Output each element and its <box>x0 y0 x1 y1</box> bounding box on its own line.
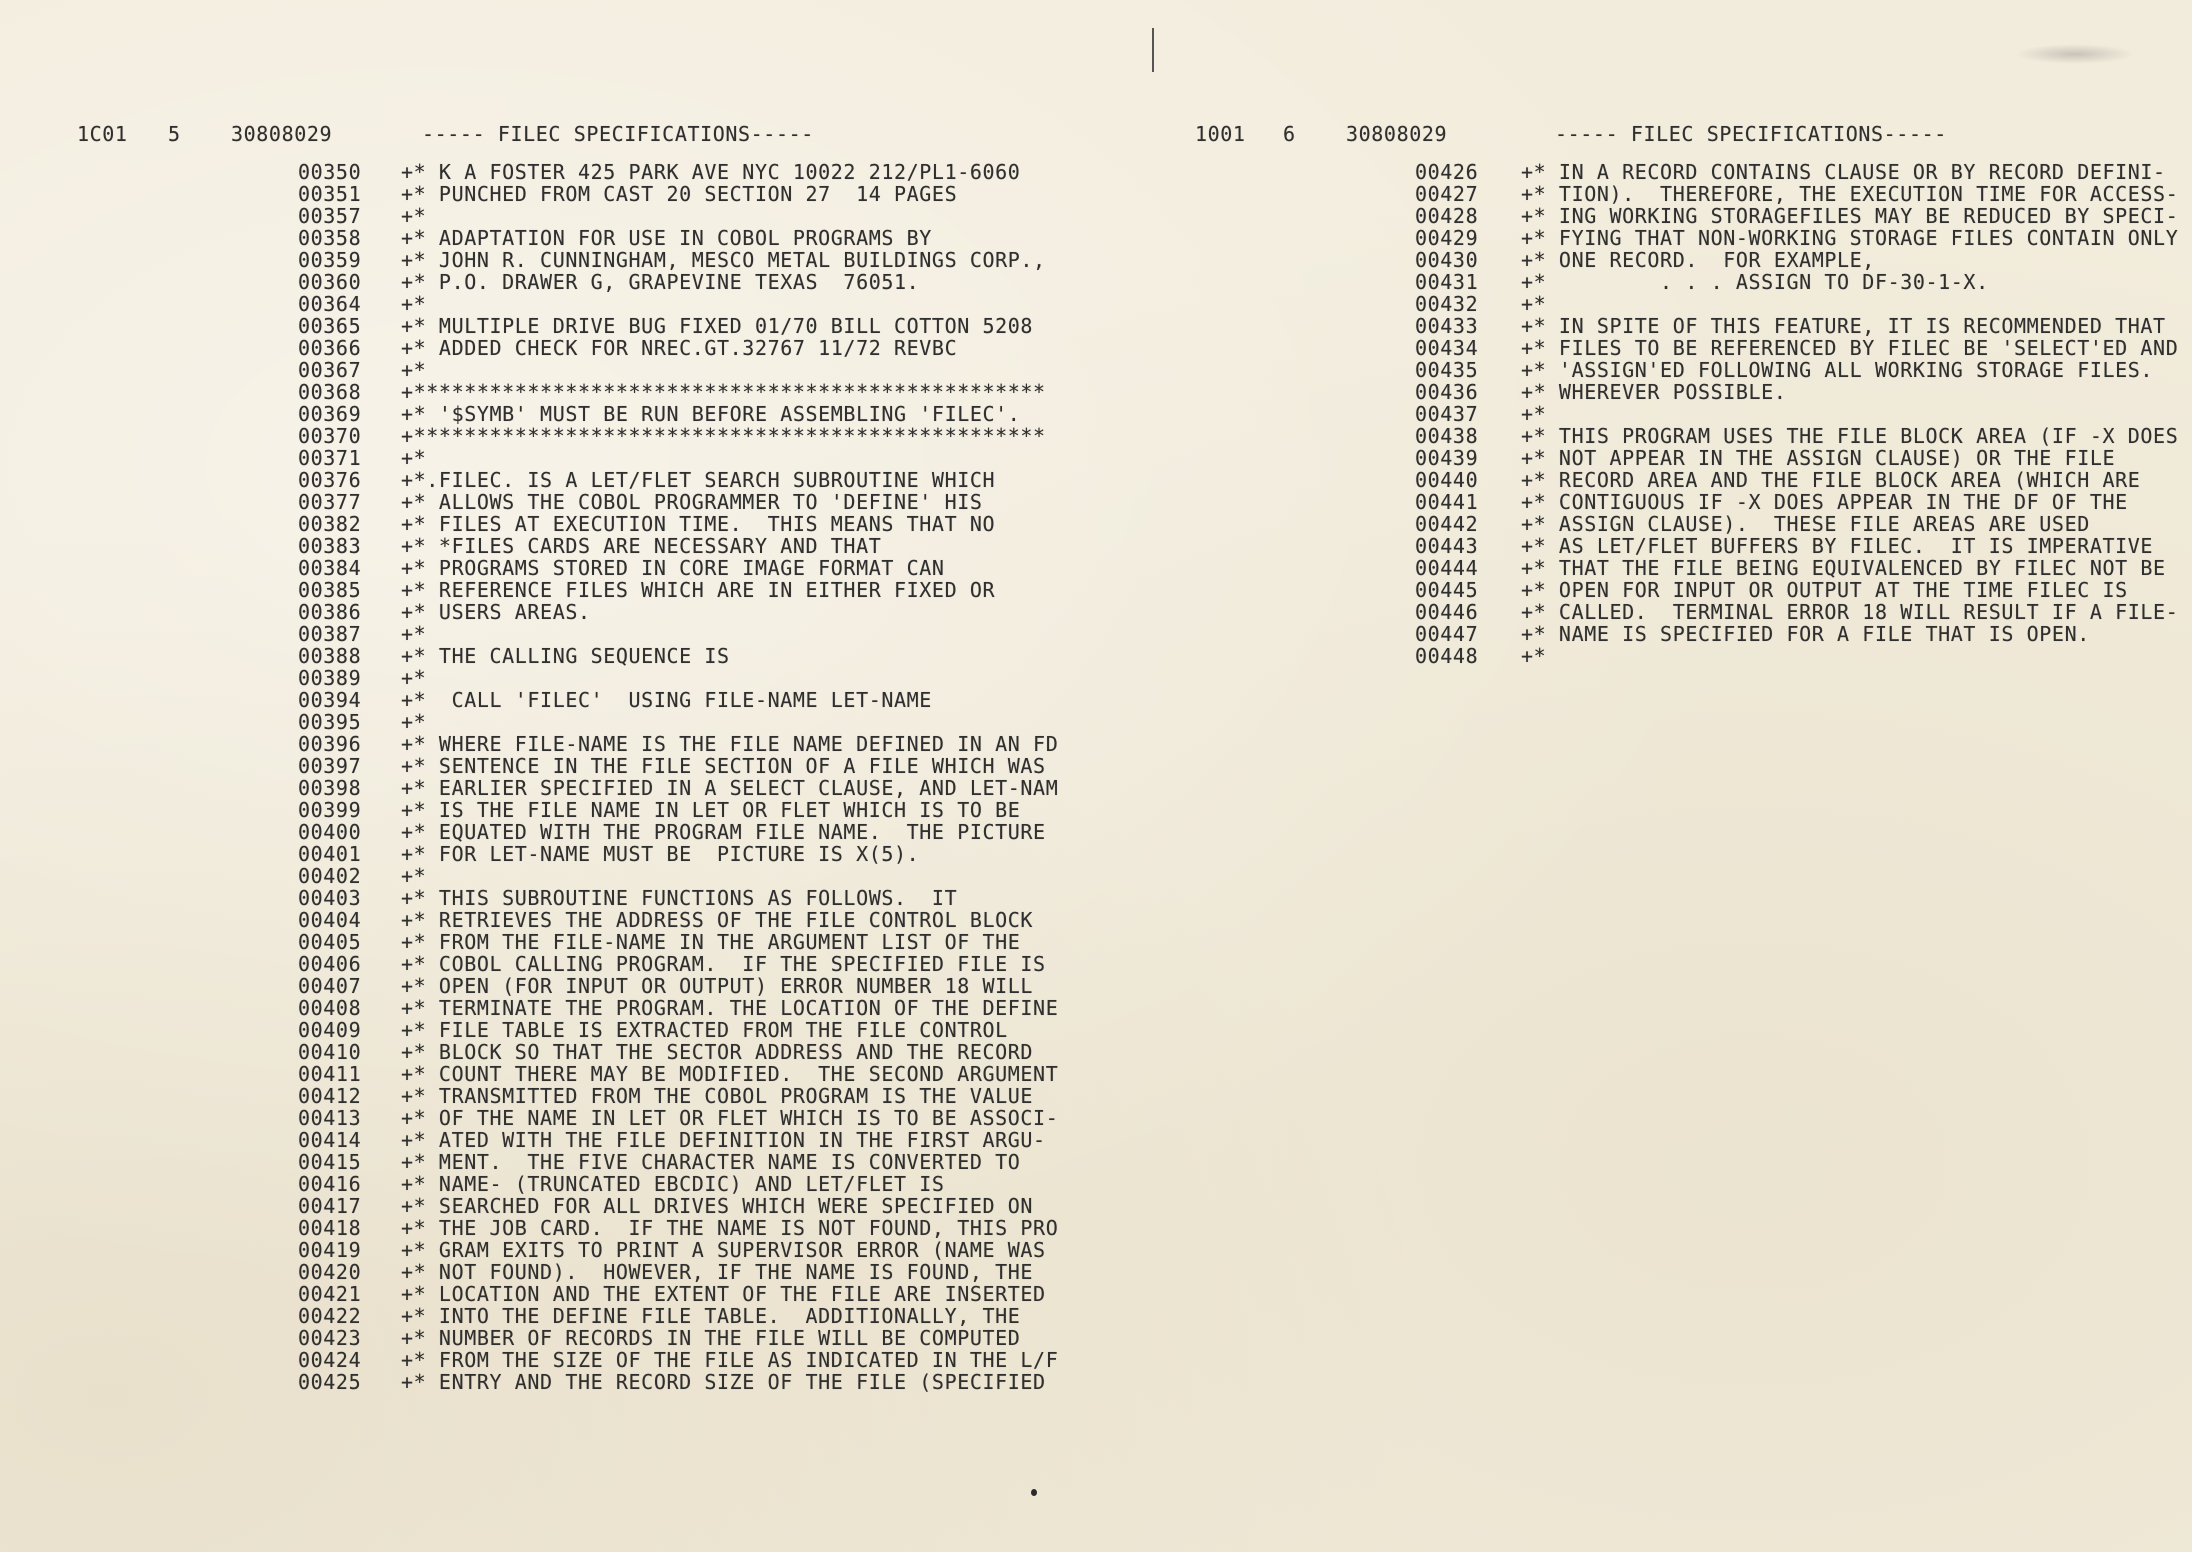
line-number: 00437 <box>1415 402 1479 426</box>
line-number: 00370 <box>298 424 362 448</box>
listing-line <box>298 1151 1058 1173</box>
listing-line <box>1415 271 2178 293</box>
line-text: +* USERS AREAS. <box>401 600 591 624</box>
line-text: +* <box>401 666 427 690</box>
line-text: +* RETRIEVES THE ADDRESS OF THE FILE CONTROL BLOCK <box>401 908 1034 932</box>
line-number: 00364 <box>298 292 362 316</box>
line-text: +* <box>401 710 427 734</box>
listing-line <box>1415 205 2178 227</box>
right-job-number: 1001 <box>1195 122 1246 146</box>
line-number: 00384 <box>298 556 362 580</box>
listing-line <box>298 1129 1058 1151</box>
listing-line <box>298 183 1058 205</box>
line-number: 00419 <box>298 1238 362 1262</box>
line-text: +* ING WORKING STORAGEFILES MAY BE REDUCED BY SPECI- <box>1521 204 2179 228</box>
listing-line <box>298 1371 1058 1393</box>
line-number: 00350 <box>298 160 362 184</box>
right-listing-column <box>1415 161 2178 667</box>
line-number: 00404 <box>298 908 362 932</box>
line-number: 00424 <box>298 1348 362 1372</box>
listing-line <box>1415 513 2178 535</box>
line-text: +* FILES AT EXECUTION TIME. THIS MEANS THAT NO <box>401 512 996 536</box>
line-text: +* MULTIPLE DRIVE BUG FIXED 01/70 BILL COTTON 5208 <box>401 314 1034 338</box>
listing-line <box>298 799 1058 821</box>
listing-line <box>298 579 1058 601</box>
listing-line <box>298 557 1058 579</box>
listing-line <box>298 535 1058 557</box>
line-number: 00351 <box>298 182 362 206</box>
line-number: 00377 <box>298 490 362 514</box>
line-number: 00388 <box>298 644 362 668</box>
listing-line <box>298 337 1058 359</box>
listing-line <box>298 623 1058 645</box>
listing-line <box>1415 337 2178 359</box>
listing-line <box>298 689 1058 711</box>
line-text: +* OPEN FOR INPUT OR OUTPUT AT THE TIME FILEC IS <box>1521 578 2128 602</box>
line-text: +* RECORD AREA AND THE FILE BLOCK AREA (WHICH ARE <box>1521 468 2141 492</box>
left-job-number: 1C01 <box>77 122 128 146</box>
line-text: +* '$SYMB' MUST BE RUN BEFORE ASSEMBLING 'FILEC'. <box>401 402 1021 426</box>
line-text: +* CALL 'FILEC' USING FILE-NAME LET-NAME <box>401 688 932 712</box>
line-text: +* <box>401 292 427 316</box>
line-text: +* EQUATED WITH THE PROGRAM FILE NAME. THE PICTURE <box>401 820 1046 844</box>
listing-line <box>1415 623 2178 645</box>
line-text: +* <box>401 622 427 646</box>
line-number: 00406 <box>298 952 362 976</box>
line-text: +* <box>401 446 427 470</box>
line-number: 00385 <box>298 578 362 602</box>
line-text: +* <box>1521 402 1547 426</box>
line-text: +* NOT APPEAR IN THE ASSIGN CLAUSE) OR THE FILE <box>1521 446 2116 470</box>
line-text: +* CONTIGUOUS IF -X DOES APPEAR IN THE DF OF THE <box>1521 490 2128 514</box>
line-text: +* EARLIER SPECIFIED IN A SELECT CLAUSE, AND LET-NAM <box>401 776 1059 800</box>
line-number: 00416 <box>298 1172 362 1196</box>
line-number: 00427 <box>1415 182 1479 206</box>
listing-line <box>298 1283 1058 1305</box>
line-text: +************************************************** <box>401 380 1046 404</box>
line-number: 00366 <box>298 336 362 360</box>
line-number: 00360 <box>298 270 362 294</box>
line-number: 00411 <box>298 1062 362 1086</box>
listing-line <box>298 469 1058 491</box>
line-text: +* FILE TABLE IS EXTRACTED FROM THE FILE CONTROL <box>401 1018 1008 1042</box>
line-number: 00359 <box>298 248 362 272</box>
line-number: 00414 <box>298 1128 362 1152</box>
line-text: +* NUMBER OF RECORDS IN THE FILE WILL BE COMPUTED <box>401 1326 1021 1350</box>
line-number: 00442 <box>1415 512 1479 536</box>
listing-line <box>298 1305 1058 1327</box>
line-text: +* <box>1521 292 1547 316</box>
line-text: +* TRANSMITTED FROM THE COBOL PROGRAM IS THE VALUE <box>401 1084 1034 1108</box>
listing-line <box>298 1063 1058 1085</box>
line-text: +* JOHN R. CUNNINGHAM, MESCO METAL BUILDINGS CORP., <box>401 248 1046 272</box>
listing-line <box>1415 293 2178 315</box>
line-text: +* COBOL CALLING PROGRAM. IF THE SPECIFIED FILE IS <box>401 952 1046 976</box>
listing-line <box>298 1041 1058 1063</box>
line-text: +* CALLED. TERMINAL ERROR 18 WILL RESULT IF A FILE- <box>1521 600 2179 624</box>
listing-line <box>298 667 1058 689</box>
line-text: +* 'ASSIGN'ED FOLLOWING ALL WORKING STORAGE FILES. <box>1521 358 2154 382</box>
listing-line <box>298 315 1058 337</box>
line-text: +* THAT THE FILE BEING EQUIVALENCED BY FILEC NOT BE <box>1521 556 2166 580</box>
line-text: +* COUNT THERE MAY BE MODIFIED. THE SECOND ARGUMENT <box>401 1062 1059 1086</box>
line-text: +* REFERENCE FILES WHICH ARE IN EITHER FIXED OR <box>401 578 996 602</box>
line-text: +* NOT FOUND). HOWEVER, IF THE NAME IS FOUND, THE <box>401 1260 1034 1284</box>
right-page-number: 6 <box>1283 122 1296 146</box>
line-number: 00409 <box>298 1018 362 1042</box>
ink-dot <box>1031 1489 1037 1496</box>
listing-line <box>1415 447 2178 469</box>
line-text: +* PROGRAMS STORED IN CORE IMAGE FORMAT CAN <box>401 556 945 580</box>
listing-line <box>298 733 1058 755</box>
line-number: 00438 <box>1415 424 1479 448</box>
line-number: 00357 <box>298 204 362 228</box>
line-number: 00445 <box>1415 578 1479 602</box>
line-number: 00435 <box>1415 358 1479 382</box>
line-text: +* ALLOWS THE COBOL PROGRAMMER TO 'DEFINE' HIS <box>401 490 983 514</box>
line-number: 00397 <box>298 754 362 778</box>
line-number: 00428 <box>1415 204 1479 228</box>
line-text: +* WHEREVER POSSIBLE. <box>1521 380 1787 404</box>
listing-line <box>298 249 1058 271</box>
line-text: +* *FILES CARDS ARE NECESSARY AND THAT <box>401 534 882 558</box>
line-text: +* FROM THE SIZE OF THE FILE AS INDICATED IN THE L/F <box>401 1348 1059 1372</box>
line-text: +* THIS PROGRAM USES THE FILE BLOCK AREA (IF -X DOES <box>1521 424 2179 448</box>
line-number: 00367 <box>298 358 362 382</box>
listing-line <box>298 403 1058 425</box>
listing-line <box>298 161 1058 183</box>
listing-line <box>298 645 1058 667</box>
line-text: +* FYING THAT NON-WORKING STORAGE FILES CONTAIN ONLY <box>1521 226 2179 250</box>
listing-line <box>298 821 1058 843</box>
line-number: 00408 <box>298 996 362 1020</box>
line-text: +* ENTRY AND THE RECORD SIZE OF THE FILE (SPECIFIED <box>401 1370 1046 1394</box>
line-text: +* NAME IS SPECIFIED FOR A FILE THAT IS OPEN. <box>1521 622 2090 646</box>
listing-line <box>1415 161 2178 183</box>
listing-line <box>298 1107 1058 1129</box>
left-program-code: 30808029 <box>231 122 333 146</box>
listing-line <box>298 1085 1058 1107</box>
line-text: +* K A FOSTER 425 PARK AVE NYC 10022 212/PL1-6060 <box>401 160 1021 184</box>
listing-line <box>1415 469 2178 491</box>
listing-line <box>298 271 1058 293</box>
line-text: +* OF THE NAME IN LET OR FLET WHICH IS TO BE ASSOCI- <box>401 1106 1059 1130</box>
listing-line <box>298 887 1058 909</box>
line-number: 00441 <box>1415 490 1479 514</box>
line-number: 00368 <box>298 380 362 404</box>
listing-line <box>298 953 1058 975</box>
listing-line <box>1415 227 2178 249</box>
listing-line <box>298 381 1058 403</box>
listing-line <box>298 227 1058 249</box>
line-number: 00358 <box>298 226 362 250</box>
listing-line <box>1415 425 2178 447</box>
line-number: 00413 <box>298 1106 362 1130</box>
line-text: +* NAME- (TRUNCATED EBCDIC) AND LET/FLET IS <box>401 1172 945 1196</box>
line-number: 00448 <box>1415 644 1479 668</box>
listing-line <box>298 425 1058 447</box>
line-text: +* ADAPTATION FOR USE IN COBOL PROGRAMS BY <box>401 226 932 250</box>
listing-line <box>298 777 1058 799</box>
line-text: +* IN SPITE OF THIS FEATURE, IT IS RECOMMENDED THAT <box>1521 314 2166 338</box>
listing-line <box>1415 579 2178 601</box>
line-number: 00434 <box>1415 336 1479 360</box>
line-number: 00387 <box>298 622 362 646</box>
line-text: +* FROM THE FILE-NAME IN THE ARGUMENT LIST OF THE <box>401 930 1021 954</box>
line-text: +* <box>401 358 427 382</box>
line-text: +************************************************** <box>401 424 1046 448</box>
line-number: 00426 <box>1415 160 1479 184</box>
line-number: 00365 <box>298 314 362 338</box>
line-number: 00396 <box>298 732 362 756</box>
line-number: 00402 <box>298 864 362 888</box>
listing-line <box>298 601 1058 623</box>
line-text: +* GRAM EXITS TO PRINT A SUPERVISOR ERROR (NAME WAS <box>401 1238 1046 1262</box>
line-number: 00446 <box>1415 600 1479 624</box>
line-text: +* P.O. DRAWER G, GRAPEVINE TEXAS 76051. <box>401 270 920 294</box>
right-program-code: 30808029 <box>1346 122 1448 146</box>
line-number: 00410 <box>298 1040 362 1064</box>
listing-line <box>298 1261 1058 1283</box>
line-number: 00431 <box>1415 270 1479 294</box>
listing-line <box>298 843 1058 865</box>
left-listing-column <box>298 161 1058 1393</box>
line-number: 00382 <box>298 512 362 536</box>
listing-line <box>298 359 1058 381</box>
line-text: +* MENT. THE FIVE CHARACTER NAME IS CONVERTED TO <box>401 1150 1021 1174</box>
line-text: +* TION). THEREFORE, THE EXECUTION TIME FOR ACCESS- <box>1521 182 2179 206</box>
line-number: 00403 <box>298 886 362 910</box>
line-number: 00417 <box>298 1194 362 1218</box>
listing-line <box>298 711 1058 733</box>
line-number: 00447 <box>1415 622 1479 646</box>
line-text: +* INTO THE DEFINE FILE TABLE. ADDITIONALLY, THE <box>401 1304 1021 1328</box>
line-text: +* FOR LET-NAME MUST BE PICTURE IS X(5). <box>401 842 920 866</box>
listing-line <box>1415 403 2178 425</box>
listing-line <box>298 975 1058 997</box>
line-text: +* <box>401 864 427 888</box>
line-number: 00423 <box>298 1326 362 1350</box>
line-number: 00376 <box>298 468 362 492</box>
line-number: 00389 <box>298 666 362 690</box>
line-number: 00436 <box>1415 380 1479 404</box>
line-text: +* FILES TO BE REFERENCED BY FILEC BE 'SELECT'ED AND <box>1521 336 2179 360</box>
line-number: 00433 <box>1415 314 1479 338</box>
listing-line <box>298 293 1058 315</box>
line-text: +* SENTENCE IN THE FILE SECTION OF A FILE WHICH WAS <box>401 754 1046 778</box>
listing-line <box>1415 359 2178 381</box>
listing-line <box>298 1195 1058 1217</box>
listing-line <box>298 491 1058 513</box>
line-text: +* IN A RECORD CONTAINS CLAUSE OR BY RECORD DEFINI- <box>1521 160 2166 184</box>
line-number: 00432 <box>1415 292 1479 316</box>
right-page-title: ----- FILEC SPECIFICATIONS----- <box>1555 122 1947 146</box>
listing-line <box>1415 535 2178 557</box>
line-number: 00401 <box>298 842 362 866</box>
line-number: 00439 <box>1415 446 1479 470</box>
listing-line <box>1415 249 2178 271</box>
listing-line <box>298 1173 1058 1195</box>
line-text: +*.FILEC. IS A LET/FLET SEARCH SUBROUTINE WHICH <box>401 468 996 492</box>
line-number: 00400 <box>298 820 362 844</box>
line-text: +* LOCATION AND THE EXTENT OF THE FILE ARE INSERTED <box>401 1282 1046 1306</box>
listing-line <box>1415 381 2178 403</box>
line-number: 00430 <box>1415 248 1479 272</box>
line-number: 00383 <box>298 534 362 558</box>
listing-line <box>1415 183 2178 205</box>
line-text: +* PUNCHED FROM CAST 20 SECTION 27 14 PAGES <box>401 182 958 206</box>
listing-line <box>1415 491 2178 513</box>
line-text: +* WHERE FILE-NAME IS THE FILE NAME DEFINED IN AN FD <box>401 732 1059 756</box>
listing-line <box>298 865 1058 887</box>
line-text: +* ONE RECORD. FOR EXAMPLE, <box>1521 248 1875 272</box>
line-number: 00429 <box>1415 226 1479 250</box>
listing-line <box>298 1217 1058 1239</box>
listing-line <box>298 447 1058 469</box>
line-text: +* AS LET/FLET BUFFERS BY FILEC. IT IS IMPERATIVE <box>1521 534 2154 558</box>
listing-line <box>298 513 1058 535</box>
listing-line <box>298 755 1058 777</box>
line-text: +* THE JOB CARD. IF THE NAME IS NOT FOUND, THIS PRO <box>401 1216 1059 1240</box>
listing-line <box>298 931 1058 953</box>
line-text: +* THIS SUBROUTINE FUNCTIONS AS FOLLOWS. IT <box>401 886 958 910</box>
line-text: +* SEARCHED FOR ALL DRIVES WHICH WERE SPECIFIED ON <box>401 1194 1034 1218</box>
line-number: 00369 <box>298 402 362 426</box>
line-number: 00399 <box>298 798 362 822</box>
left-page-title: ----- FILEC SPECIFICATIONS----- <box>422 122 814 146</box>
line-number: 00407 <box>298 974 362 998</box>
listing-line <box>298 1019 1058 1041</box>
line-text: +* <box>401 204 427 228</box>
line-number: 00444 <box>1415 556 1479 580</box>
line-text: +* ADDED CHECK FOR NREC.GT.32767 11/72 REVBC <box>401 336 958 360</box>
line-text: +* ASSIGN CLAUSE). THESE FILE AREAS ARE USED <box>1521 512 2090 536</box>
line-number: 00440 <box>1415 468 1479 492</box>
line-number: 00398 <box>298 776 362 800</box>
listing-line <box>1415 645 2178 667</box>
line-number: 00415 <box>298 1150 362 1174</box>
line-number: 00395 <box>298 710 362 734</box>
listing-line <box>1415 315 2178 337</box>
line-text: +* TERMINATE THE PROGRAM. THE LOCATION OF THE DEFINE <box>401 996 1059 1020</box>
line-number: 00394 <box>298 688 362 712</box>
line-text: +* . . . ASSIGN TO DF-30-1-X. <box>1521 270 1989 294</box>
line-number: 00386 <box>298 600 362 624</box>
line-text: +* BLOCK SO THAT THE SECTOR ADDRESS AND THE RECORD <box>401 1040 1034 1064</box>
line-text: +* IS THE FILE NAME IN LET OR FLET WHICH IS TO BE <box>401 798 1021 822</box>
listing-line <box>1415 557 2178 579</box>
line-number: 00418 <box>298 1216 362 1240</box>
listing-line <box>298 1349 1058 1371</box>
listing-line <box>298 1239 1058 1261</box>
listing-line <box>1415 601 2178 623</box>
line-number: 00443 <box>1415 534 1479 558</box>
line-text: +* <box>1521 644 1547 668</box>
line-number: 00425 <box>298 1370 362 1394</box>
line-number: 00422 <box>298 1304 362 1328</box>
line-text: +* OPEN (FOR INPUT OR OUTPUT) ERROR NUMBER 18 WILL <box>401 974 1034 998</box>
line-number: 00421 <box>298 1282 362 1306</box>
listing-line <box>298 205 1058 227</box>
line-text: +* ATED WITH THE FILE DEFINITION IN THE FIRST ARGU- <box>401 1128 1046 1152</box>
line-number: 00371 <box>298 446 362 470</box>
listing-line <box>298 909 1058 931</box>
ink-smudge <box>2015 44 2135 64</box>
left-page-number: 5 <box>168 122 181 146</box>
line-text: +* THE CALLING SEQUENCE IS <box>401 644 730 668</box>
listing-line <box>298 1327 1058 1349</box>
line-number: 00412 <box>298 1084 362 1108</box>
line-number: 00405 <box>298 930 362 954</box>
pencil-tick-mark <box>1152 28 1154 72</box>
line-number: 00420 <box>298 1260 362 1284</box>
listing-line <box>298 997 1058 1019</box>
